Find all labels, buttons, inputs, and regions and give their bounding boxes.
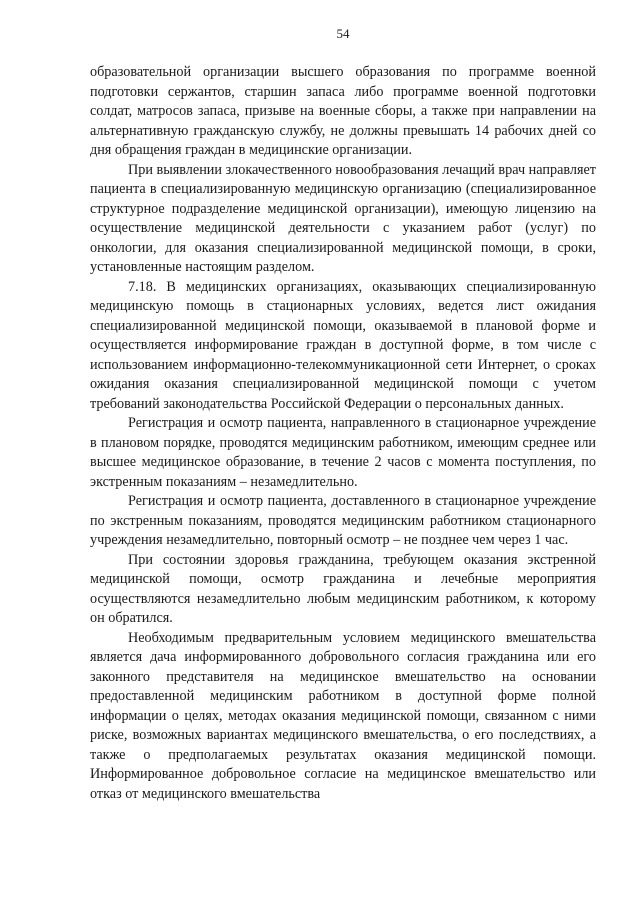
page-number: 54: [336, 26, 350, 41]
paragraph-emergency-care: При состоянии здоровья гражданина, требующем оказания экстренной медицинской помощи, осмотр гражданина и лечебные мероприятия осуществляются незамедлительно любым медицинским работником, к которому он обратился.: [90, 551, 596, 626]
paragraph-oncology-referral: При выявлении злокачественного новообразования лечащий врач направляет пациента в специализированную медицинскую организацию (специализированное структурное подразделение медицинской организации), имеющую лицензию на осуществление медицинской деятельности с указанием работ (услуг) по онкологии, для оказания специализированной медицинской помощи, в сроки, установленные настоящим разделом.: [90, 161, 596, 275]
paragraph-planned-registration: Регистрация и осмотр пациента, направленного в стационарное учреждение в плановом порядке, проводятся медицинским работником, имеющим среднее или высшее медицинское образование, в течение 2 часов с момента поступления, по экстренным показаниям – незамедлительно.: [90, 415, 596, 490]
document-page: [90, 0, 596, 905]
paragraph-continuation: образовательной организации высшего образования по программе военной подготовки сержантов, старшин запаса либо программе военной подготовки солдат, матросов запаса, призыве на военные сборы, а также при направлении на альтернативную гражданскую службу, не должны превышать 14 рабочих дней со дня обращения граждан в медицинские организации.: [90, 64, 596, 158]
document-body: [90, 63, 596, 804]
paragraph-emergency-registration: Регистрация и осмотр пациента, доставленного в стационарное учреждение по экстренным показаниям, проводятся медицинским работником стационарного учреждения незамедлительно, повторный осмотр – не позднее чем через 1 час.: [90, 493, 596, 548]
paragraph-7-18-waiting-list: 7.18. В медицинских организациях, оказывающих специализированную медицинскую помощь в стационарных условиях, ведется лист ожидания специализированной медицинской помощи, оказываемой в плановой форме и осуществляется информирование граждан в доступной форме, в том числе с использованием информационно-телекоммуникационной сети Интернет, о сроках ожидания оказания специализированной медицинской помощи с учетом требований законодательства Российской Федерации о персональных данных.: [90, 278, 596, 412]
paragraph-informed-consent: Необходимым предварительным условием медицинского вмешательства является дача информированного добровольного согласия гражданина или его законного представителя на медицинское вмешательство на основании предоставленной медицинским работником в доступной форме полной информации о целях, методах оказания медицинской помощи, связанном с ними риске, возможных вариантах медицинского вмешательства, о его последствиях, а также о предполагаемых результатах оказания медицинской помощи. Информированное добровольное согласие на медицинское вмешательство или отказ от медицинского вмешательства: [90, 629, 596, 802]
